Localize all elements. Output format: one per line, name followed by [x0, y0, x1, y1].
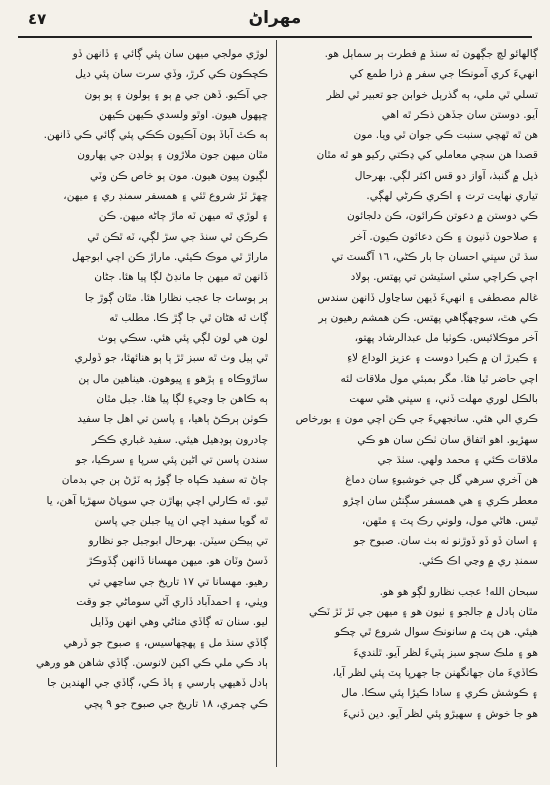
text-line: اڄي ڪراچي سٽي اسٽيشن تي پهتس. ٻولاد — [350, 271, 538, 284]
text-line: ڏانهن ٿه ميهن جا مانڊڻ لڳا پيا هئا. جڻان — [94, 271, 268, 284]
text-line: ڪچڪون ڪي کرڙ، وڏي سرت سان پئي ديل — [75, 68, 268, 81]
text-line: انهيءَ کري آمونڪا جي سفر ۾ ذرا طمع کي — [349, 68, 538, 81]
text-line: غالم مصطفى ۽ انهيءَ ڏيهن ساڃاول ڏانهن سندس — [317, 291, 538, 304]
text-line: ذيل ۾ گنبذ، آواز دو قس اکثر لڳي. بهرحال — [354, 169, 538, 182]
text-line: ملاقات ڪئي ۽ محمد ولهي. سٺڌ جي — [377, 453, 538, 466]
left-text-column — [16, 44, 268, 765]
text-line: ٻه ڪاهن جا وڃيءِ لڳا پيا هئا. جبل مٿان — [96, 393, 268, 406]
text-line: لوڙي مولجي ميهن سان پئي ڳائي ۽ ڏانهن ڏو — [72, 48, 268, 60]
text-line: رهيو. مهسانا تي ١٧ تاريخ جي ساڃهي تي — [88, 575, 268, 588]
text-line: اچي حاضر ٿيا هئا. مگر بمبئي مول ملاقات لئه — [340, 372, 538, 385]
text-line: ڪرڪن ٿي سنڌ جي سڙ لڳي، ٽه ٿڪن ٿي — [87, 230, 268, 243]
text-line: تي ٻيڪن سيٽن. بهرحال ابوجبل جو نظارو — [88, 535, 268, 548]
text-line: ڪاڏيءَ مان جهانگهنن جا جهرپا پٽ پئي لظر آيا، — [332, 666, 538, 679]
text-line: سبحان الله! عجب نظارو لڳو هو هو. — [379, 585, 538, 598]
text-line: هن آخري سرهي گل جي خوشبوءِ سان دماغ — [345, 474, 538, 487]
text-line: ڪي چمري، ١٨ تاريخ جي صبوح جو ٩ پڄي — [84, 697, 268, 710]
text-line: ۽ اسان ڏو ڏو ڏوڙنو ٺه بٺ سان. صبوح جو — [353, 535, 538, 548]
column-divider — [276, 40, 277, 767]
text-line: مٿان ميهن جون ملاڙون ۽ ٻولڊن جي ٻهارون — [77, 149, 268, 162]
text-line: ٻاد ڪي ملي ڪي اکين لانوسن. ڳاڏي شاهن هو ورهي — [35, 656, 268, 669]
text-line: بالڪل لوري مهلت ڏني، ۽ سڀني هٿي سهت — [349, 393, 538, 406]
text-line: قصدا هن سڄي معاملي کي ڍڪتي رکيو هو ٿه مٿان — [316, 149, 538, 162]
text-line: ڄاڻ ته سفيد ڪپاه جا ڳوڙ ٻه ٽڙڻ ٻن جي بدمان — [61, 474, 268, 487]
text-line: سڌ ٿن سڀني احسان جا بار ڪڻي، ١٦ آگسٽ تي — [331, 250, 538, 263]
text-line: ڳالهائو لچ جڳهون ٽه سنڌ ۾ فطرت ٻر سماٻل هو. — [324, 48, 538, 60]
text-line: ڳاٺ ٿه هڻان ٿي جا ڳڙ ڪا. مطلب ٿه — [109, 311, 268, 324]
text-line — [284, 572, 538, 582]
text-line: ۽ لوڙي ٿه ميهن ٽه ماڙ ڄاڻه ميهن. ڪن — [98, 210, 268, 223]
text-line: ٻه ڪٿ آباڏ ٻون آڪيون ڪڪي پئي ڳائي ڪي ڏانهن. — [43, 129, 268, 142]
text-line: ٻادل ڏهيهي ٻارسي ۽ ٻاڏ ڪي، ڳاڏي جي الهندين جا — [47, 677, 268, 690]
page-header — [18, 8, 532, 34]
text-line: آخر موڪلائيس. ڪوٺيا مل عبدالرشاد پهتو، — [354, 332, 538, 345]
text-line: ساڙوڪاه ۽ ٻڙهو ۽ ڀيوهون. هيناهين مال ٻن — [78, 372, 268, 385]
text-line: سندن پاسن تي اڻين پئي سرپا ۽ سرڪيا، جو — [75, 453, 268, 466]
text-line: ٿه گويا سفيد اچي ان ڀيا جبلن جي پاسن — [94, 514, 268, 527]
text-line: ڪي دوستن ۾ دعوتن ڪرائون، ڪن دلجائون — [346, 210, 538, 223]
text-line: ڳاڏي سنڌ مل ۽ پهچهاسيس، ۽ صبوح جو ڏرهي — [63, 636, 268, 649]
text-line: ٿيس. هاڻي مول، ولوني رڪ پٽ ۽ مٿهن، — [361, 514, 538, 527]
text-line: ۽ ڪيرڙ ان ۾ ڪيرا دوست ۽ عزيز الوداع لاءِ — [347, 352, 538, 365]
right-text-column — [284, 44, 538, 765]
text-line: ڏسڻ وٽان هو. ميهن مهسانا ڏانهن ڳڏوڪڙ — [87, 555, 268, 568]
text-line: سهڙيو. اهو اتفاق سان ٺڪن سان هو ڪي — [357, 433, 538, 446]
text-line: مٿان ٻادل ۾ جالجو ۽ ٺيون هو ۽ ميهن جي ٽڙ ٽڙ ٽڪي — [308, 606, 538, 619]
text-line: هيئي. هن پٽ ۾ سانونڪ سوال شروع ٿي چڪو — [334, 626, 538, 639]
text-line: ڪري الي هئي. سانجهيءَ جي ڪن اچي مون ۽ بورخاص — [295, 413, 538, 426]
text-line: چادرون ٻوڊهيل هيئي. سفيد غباري ڪڪر — [91, 433, 268, 446]
text-line: آيو. دوستن سان جڏهن ذڪر ٿه اهي — [381, 108, 538, 121]
text-line: ڇهڙ ٽڙ شروع ٿئي ۽ همسفر سمنڊ ري ۽ ميهن، — [63, 190, 268, 203]
text-line: ۽ صلاحون ڏنيون ۽ ڪن دعائون ڪيون. آخر — [350, 230, 538, 243]
text-line: هن ٿه ٿهچي سنبت ڪي جوان ٿي ويا. مون — [353, 129, 538, 142]
text-line: سمنڊ ري ۾ وڃي اڪ ڪئي. — [418, 555, 538, 568]
text-line: ٿيو. ٿه ڪارلي اچي ٻهاڙن جي سوپاڻ سهڙيا آهن، يا — [46, 494, 268, 507]
text-line: ليو. سنان ته ڳاڏي متاڻي وهي انهن وڏايل — [90, 616, 268, 629]
text-line: ٻر ٻوساٽ جا عجب نظارا هئا. مٿان ڳوڙ جا — [84, 291, 268, 304]
page-number: ٤٧ — [28, 10, 47, 28]
text-line: هو جا خوش ۽ سهيڙو پئي لظر آيو. دين ڏنيءَ — [343, 707, 538, 720]
text-line: معطر ڪري ۽ هي همسفر سڳنڻن سان اچڙو — [343, 494, 538, 507]
text-line: لڳيون پيون هيون. مون ٻو خاص ڪن وٽي — [90, 169, 268, 182]
text-line: ويٺي، ۽ احمدآباد ڏاري آڻي سوماڻي جو وقت — [76, 596, 268, 609]
text-line: ۽ ڪوشش ڪري ۽ سادا ڪيڙا پئي سڪا. مال — [341, 687, 538, 700]
text-line: هو ۽ ملڪ سڄو سبز پٽيءَ لظر آيو. ٿلنديءَ — [353, 646, 538, 659]
page-title: مهراڻ — [248, 8, 302, 28]
text-line: لون هي لون لڳي پئي هئي. سڪي ٻوٺ — [97, 332, 268, 345]
text-line: ڪي هٿ، سوچهڳاهي پهتس. ڪن همشم رهيون ٻر — [318, 311, 538, 324]
text-line: ٿي ٻيل وٺ ٿه سبز ٿڙ ٻا ٻو هنائهئا، جو ڏولري — [74, 352, 268, 365]
text-line: ماراڙ ٿي موڪ ڪيئي. ماراڙ ڪن اڄي ابوجهل — [71, 250, 268, 263]
text-line: ڪوٺن ٻرڪڻ ٻاهيا، ۽ پاسن تي اهل جا سفيد — [77, 413, 268, 426]
header-rule — [18, 36, 532, 38]
text-line: تياري نهايت ترت ۽ اڪري ڪرڻي لهڳي. — [366, 190, 538, 203]
text-line: جي آڪيو. ڏهن جي ۾ ٻو ۽ ٻولون ۽ ٻو ٻون — [84, 88, 268, 101]
text-line: ڇپهول هيون. اوٿو ولسدي ڪيهن ڪيهن — [99, 108, 268, 121]
text-line: تسلي ٿي ملي، ٻه گذرٻل خوابن جو تعبير ٿي لظر — [326, 88, 538, 101]
